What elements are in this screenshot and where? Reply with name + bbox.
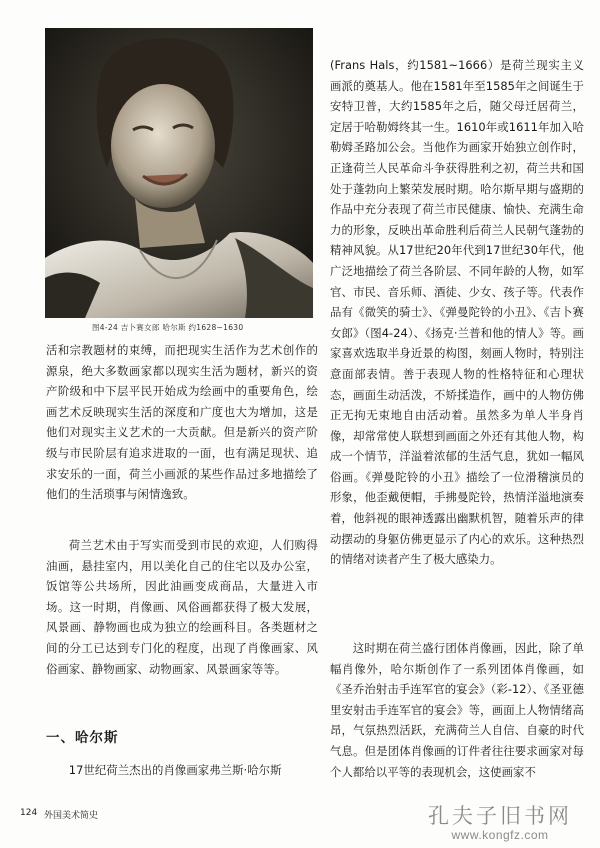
right-paragraph-1: (Frans Hals，约1581~1666）是荷兰现实主义画派的奠基人。他在1581年至1585年之间诞生于安特卫普，大约1585年之后，随父母迁居荷兰，定居于哈勒姆终其一生。1610年或1611年加入哈勒姆圣路加公会。当他作为画家开始独立创作时，正逢荷兰人民革命斗争获得胜利之初，荷兰共和国处于蓬勃向上繁荣发展时期。哈尔斯早期与盛期的作品中充分表现了荷兰市民健康、愉快、充满生命力的形象，反映出革命胜利后荷兰人民朝气蓬勃的精神风貌。从17世纪20年代到17世纪30年代，他广泛地描绘了荷兰各阶层、不同年龄的人物，如军官、市民、音乐师、酒徒、少女、孩子等。代表作品有《微笑的骑士》、《弹曼陀铃的小丑》、《吉卜赛女郎》（图4-24）、《扬克·兰普和他的情人》等。画家喜欢选取半身近景的构图，刻画人物时，特别注意面部表情。善于表现人物的性格特征和心理状态，画面生动活泼，不矫揉造作，画中的人物仿佛正无拘无束地自由活动着。虽然多为单人半身肖像，却常常使人联想到画面之外还有其他人物，构成一个情节，洋溢着浓郁的生活气息，犹如一幅风俗画。《弹曼陀铃的小丑》描绘了一位滑稽演员的形象，他歪戴便帽，手拂曼陀铃，热情洋溢地演奏着，他斜视的眼神透露出幽默机智，随着乐声的律动摆动的身躯仿佛更显示了内心的欢乐。这种热烈的情绪对读者产生了极大感染力。 <box>330 58 584 567</box>
figure-caption: 图4-24 吉卜赛女郎 哈尔斯 约1628~1630 <box>92 323 244 332</box>
painting-image <box>45 28 313 318</box>
gypsy-girl-portrait <box>45 28 313 318</box>
right-paragraph-2: 这时期在荷兰盛行团体肖像画，因此，除了单幅肖像外，哈尔斯创作了一系列团体肖像画，如《圣乔治射击手连军官的宴会》（彩-12）、《圣亚德里安射击手连军官的宴会》等，画面上人物情绪高昂，气氛热烈活跃，充满荷兰人自信、自豪的时代气息。但是团体肖像画的订件者往往要求画家对每个人都给以平等的表现机会，这使画家不 <box>330 641 584 779</box>
watermark-name: 孔夫子旧书网 <box>428 804 572 828</box>
watermark <box>428 800 572 842</box>
book-title: 外国美术简史 <box>44 811 99 821</box>
page-number: 124 <box>20 808 38 818</box>
left-paragraph-1: 活和宗教题材的束缚，而把现实生活作为艺术创作的源泉，绝大多数画家都以现实生活为题材，新兴的资产阶级和中下层平民开始成为绘画中的重要角色，绘画艺术反映现实生活的深度和广度也大为增加，这是他们对现实主义艺术的一大贡献。但是新兴的资产阶级与市民阶层有追求进取的一面，也有满足现状、追求安乐的一面，荷兰小画派的某些作品过多地描绘了他们的生活琐事与闲情逸致。 <box>46 343 318 502</box>
section-heading: 一、哈尔斯 <box>46 730 119 746</box>
watermark-url: www.kongfz.com <box>451 828 549 842</box>
left-paragraph-3: 17世纪荷兰杰出的肖像画家弗兰斯·哈尔斯 <box>68 763 282 777</box>
left-paragraph-2: 荷兰艺术由于写实而受到市民的欢迎，人们购得油画，悬挂室内，用以美化自己的住宅以及办公室，饭馆等公共场所，因此油画变成商品，大量进入市场。这一时期，肖像画、风俗画都获得了极大发展，风景画、静物画也成为独立的绘画科目。各类题材之间的分工已达到专门化的程度，出现了肖像画家、风俗画家、静物画家、动物画家、风景画家等等。 <box>46 538 318 676</box>
